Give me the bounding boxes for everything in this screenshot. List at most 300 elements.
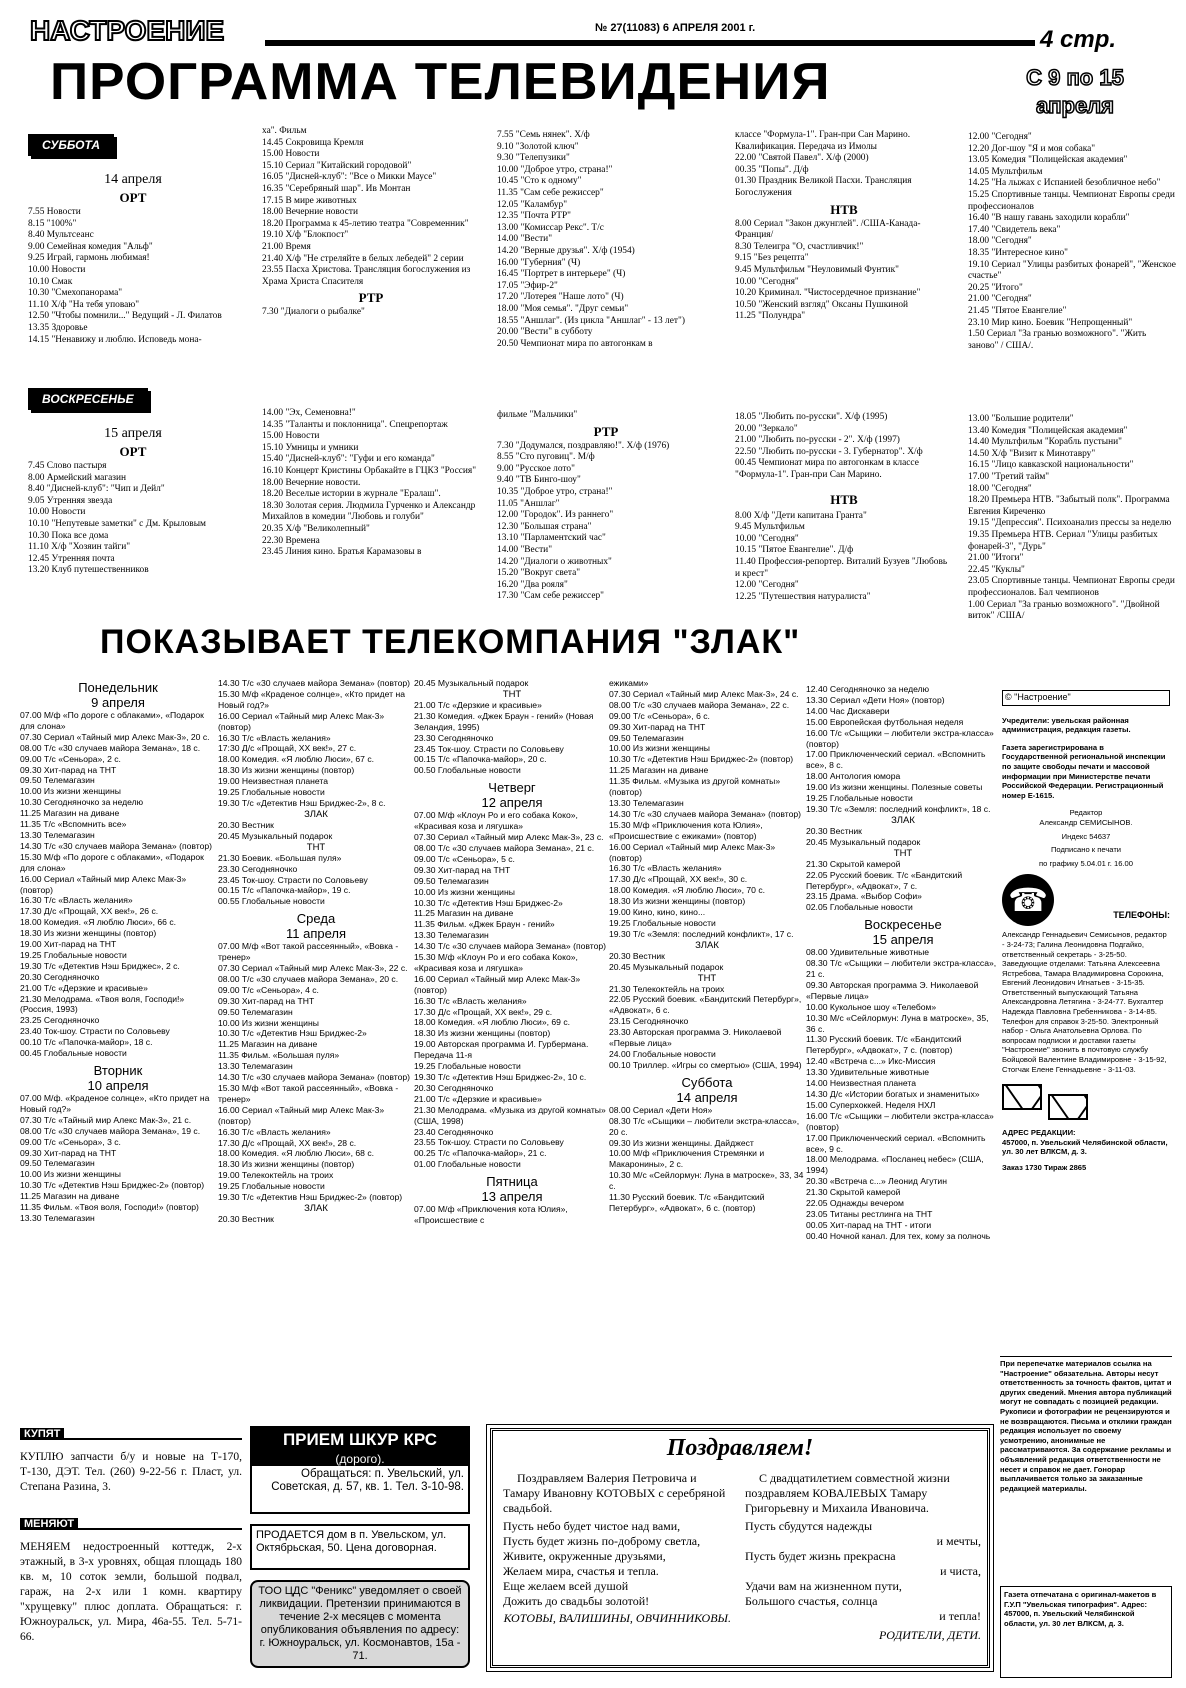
- listing-item: 14.00 "Вести": [497, 544, 553, 555]
- listing-item: 12.05 "Каламбур": [497, 199, 568, 210]
- zlak-col-5: [806, 684, 1000, 1416]
- listing-item: 15.00 Новости: [262, 149, 320, 160]
- buy-ad: КУПЛЮ запчасти б/у и новые на Т-170, Т-130, ДЭТ. Тел. (260) 9-22-56 г. Пласт, ул. Степана Разина, 3.: [20, 1451, 242, 1493]
- listing-item: 09.00 Т/с «Сеньора», 5 с.: [414, 853, 515, 864]
- date-heading: 10 апреля: [87, 1078, 149, 1093]
- listing-item: 14.30 Т/с «30 случаев майора Земана» (повтор): [20, 840, 213, 851]
- listing-item: 10.00 Из жизни женщины: [20, 1169, 121, 1180]
- listing-item: 12.45 Утренняя почта: [28, 553, 115, 564]
- listing-item: 17.00 Приключенческий сериал. «Вспомнить все», 8 с.: [806, 749, 986, 771]
- listing-item: 18.00 "Сегодня": [968, 236, 1032, 247]
- listing-item: 12.40 «Встреча с...» Икс-Миссия: [806, 1056, 936, 1067]
- listing-item: 14.00 "Эх, Семеновна!": [262, 408, 356, 418]
- listing-item: 11.35 Фильм. «Джек Браун - гений»: [414, 919, 555, 930]
- listing-item: 08.00 Т/с «30 случаев майора Земана», 20 с.: [218, 973, 399, 984]
- listing-item: 23.15 Сегодняночко: [609, 1016, 689, 1027]
- listing-item: 14.30 Т/с «30 случаев майора Земана» (повтор): [218, 1072, 411, 1083]
- listing-item: 22.05 Русский боевик. «Бандитский Петербург», «Адвокат», 6 с.: [609, 994, 802, 1016]
- listing-item: 18.05 "Любить по-русски". Х/ф (1995): [735, 412, 888, 422]
- channel: ТНТ: [502, 688, 522, 700]
- listing-item: 14.40 Мультфильм "Корабль пустыни": [968, 437, 1122, 448]
- hides-contact: Обращаться: п. Увельский, ул. Советская, д. 57, кв. 1. Тел. 3-10-98.: [271, 1468, 464, 1493]
- listing-item: 19.25 Глобальные новости: [218, 787, 325, 798]
- imprint-label: © "Настроение": [1002, 690, 1170, 706]
- print-text: Газета отпечатана с оригинал-макетов в Г.У.П "Увельская типография". Адрес: 457000, п. Увельский Челябинской области, ул. 30 лет ВЛКСМ, д. 3.: [1004, 1590, 1157, 1628]
- hides-title: ПРИЕМ ШКУР КРС: [252, 1428, 468, 1452]
- listing-item: 11.25 Магазин на диване: [20, 1191, 120, 1202]
- listing-item: 09.50 Телемагазин: [609, 732, 684, 743]
- listing-item: 11.35 Фильм. «Большая пуля»: [218, 1050, 340, 1061]
- order: Заказ 1730 Тираж 2865: [1002, 1163, 1087, 1172]
- listing-item: 11.05 "Аншлаг": [497, 498, 560, 509]
- listing-item: 11.35 "Сам себе режиссер": [497, 187, 604, 198]
- phones: Александр Геннадьевич Семисынов, редактор - 3-24-73; Галина Леонидовна Подгайко, ответственный секретарь - 3-25-50. Заведующие отделами: Татьяна Алексеевна Ястребова, Тамара Владимировна Сорокина, Евгений Леонидович Игнатьев - 3-15-35. Ответственный выпускающий Татьяна Александровна Летягина - 3-24-77. Бухгалтер Надежда Павловна Гребенникова - 3-14-85. Телефон для справок 3-25-50. Электронный набор - Ольга Анатольевна Орлова. По вопросам подписки и доставки газеты "Настроение" звонить в почтовую службу Бойцовой Валентине Владимировне - 3-15-92, Стогчак Елене Геннадьевне - 3-11-03.: [1002, 930, 1167, 1074]
- exchange-ad: МЕНЯЕМ недостроенный коттедж, 2-х этажный, в 3-х уровнях, общая площадь 180 кв. м, 10 соток земли, большой подвал, гараж, на 2-х или 1 комн. квартиру "хрущевку" плюс доплата. Обращаться: г. Южноуральск, ул. Мира, 46а-55. Тел. 5-71-66.: [20, 1541, 242, 1643]
- listing-item: 20.30 Сегодняночко: [20, 971, 100, 982]
- listing-item: 12.35 "Почта РТР": [497, 211, 572, 222]
- listing-item: 07.30 Сериал «Тайный мир Алекс Мак-3», 24 с.: [609, 688, 799, 699]
- day-heading: Четверг: [488, 780, 536, 796]
- listing-item: 10.20 Криминал. "Чистосердечное признание": [735, 288, 921, 299]
- listing-item: 19.30 Т/с «Земля: последний конфликт», 18 с.: [806, 803, 991, 814]
- date: 14 апреля: [104, 172, 162, 187]
- zlak-title: ПОКАЗЫВАЕТ ТЕЛЕКОМПАНИЯ "ЗЛАК": [100, 623, 801, 661]
- sun-col-3: [497, 410, 715, 616]
- sat-col-3: [497, 130, 715, 372]
- listing-item: 12.50 "Чтобы помнили..." Ведущий - Л. Филатов: [28, 311, 222, 322]
- listing-item: 13.00 "Комиссар Рекс". Т/с: [497, 222, 604, 233]
- listing-item: 00.05 Хит-парад на ТНТ - итоги: [806, 1219, 932, 1230]
- listing-item: 16.00 Сериал «Тайный мир Алекс Мак-3» (повтор): [414, 973, 581, 995]
- day-heading: Среда: [296, 911, 336, 927]
- listing-item: 14.00 "Вести": [497, 234, 553, 245]
- listing-item: 22.45 "Куклы": [968, 564, 1025, 575]
- listing-item: 18.30 Из жизни женщины (повтор): [414, 1028, 551, 1039]
- listing-item: 16.30 Т/с «Власть желания»: [218, 732, 331, 743]
- listing-item: 10.00 Новости: [28, 264, 86, 275]
- listing-item: 9.05 Утренняя звезда: [28, 495, 113, 506]
- listing-item: 20.35 Х/ф "Великолепный": [262, 523, 370, 534]
- day-heading: Понедельник: [78, 680, 158, 695]
- sat-col-4: [735, 130, 953, 372]
- listing-item: 07.30 Т/с «Тайный мир Алекс Мак-3», 21 с.: [20, 1114, 192, 1125]
- channel: ЗЛАК: [304, 808, 328, 820]
- listing-item: 20.45 Музыкальный подарок: [218, 830, 333, 841]
- section-title: НАСТРОЕНИЕ: [30, 15, 225, 46]
- listing-item: 8.40 Мультсеанс: [28, 230, 94, 241]
- listing-item: 09.30 Из жизни женщины. Дайджест: [609, 1137, 754, 1148]
- listing-item: 08.00 Т/с «30 случаев майора Земана», 18 с.: [20, 742, 201, 753]
- listing-item: 21.00 Время: [262, 241, 311, 252]
- listing-item: 10.30 Т/с «Детектив Нэш Бриджес-2»: [218, 1028, 367, 1039]
- listing-item: 14.35 "Таланты и поклонница". Спецрепортаж: [262, 419, 448, 430]
- listing-item: 21.30 Телекоктейль на троих: [609, 983, 725, 994]
- listing-item: 19.00 Неизвестная планета: [218, 776, 328, 787]
- listing-item: 18.00 Мелодрама. «Посланец небес» (США, 1994): [806, 1154, 984, 1176]
- listing-item: 10.10 Смак: [28, 276, 73, 287]
- listing-item: 23.30 Авторская программа Э. Николаевой «Первые лица»: [609, 1027, 782, 1049]
- listing-item: 10.00 Новости: [28, 507, 86, 518]
- listing-item: 23.25 Сегодняночко: [20, 1015, 100, 1026]
- listing-item: 16.30 Т/с «Власть желания»: [218, 1126, 331, 1137]
- listing-item: 18.30 Из жизни женщины (повтор): [218, 1159, 355, 1170]
- listing-item: 18.00 Комедия. «Я люблю Люси», 69 с.: [414, 1017, 571, 1028]
- listing-item: 23.40 Сегодняночко: [414, 1126, 494, 1137]
- listing-item: 12.00 "Городок". Из раннего": [497, 510, 614, 521]
- schedule: по графику 5.04.01 г. 16.00: [1039, 858, 1133, 868]
- listing-item: 07.00 М/ф «По дороге с облаками», «Подарок для слона»: [20, 710, 204, 731]
- sat-col-1: [28, 160, 238, 372]
- listing-item: 9.40 "ТВ Бинго-шоу": [497, 475, 581, 486]
- saturday-label: СУББОТА: [28, 134, 114, 156]
- listing-item: 21.00 Т/с «Дерзкие и красивые»: [20, 982, 148, 993]
- page-title: ПРОГРАММА ТЕЛЕВИДЕНИЯ: [50, 53, 831, 111]
- sat-col-5: [968, 132, 1178, 372]
- listing-item: 20.30 «Встреча с...» Леонид Агутин: [806, 1176, 947, 1187]
- listing-item: 19.30 Т/с «Детектив Нэш Бриджес-2», 10 с.: [414, 1072, 587, 1082]
- listing-item: 10.00 Из жизни женщины: [20, 786, 121, 797]
- listing-item: 08.00 Т/с «30 случаев майора Земана», 21 с.: [414, 842, 595, 853]
- listing-item: 18.00 "Сегодня": [968, 483, 1032, 494]
- left-intro: Поздравляем Валерия Петровича и Тамару Ивановну КОТОВЫХ с серебряной свадьбой.: [503, 1471, 726, 1515]
- listing-item: 08.00 Удивительные животные: [806, 947, 930, 958]
- sale-ad: ПРОДАЕТСЯ дом в п. Увельском, ул. Октябрьская, 50. Цена договорная.: [250, 1524, 470, 1570]
- header-rule: [265, 40, 1035, 46]
- listing-item: 14.00 Час Дискавери: [806, 705, 890, 716]
- listing-item: 09.30 Хит-парад на ТНТ: [218, 995, 315, 1006]
- congrats-box: [490, 1428, 990, 1668]
- listing-item: 23.45 Ток-шоу. Страсти по Соловьеву: [414, 743, 564, 754]
- buy-header: КУПЯТ: [20, 1424, 242, 1440]
- listing-item: 10.30 Пока все дома: [28, 530, 109, 541]
- channel: ЗЛАК: [891, 814, 915, 826]
- listing-item: 09.30 Хит-парад на ТНТ: [414, 864, 511, 875]
- date-heading: 14 апреля: [676, 1089, 738, 1105]
- listing-item: 8.00 Сериал "Закон джунглей". /США-Канада-Франция/: [735, 218, 921, 241]
- channel: ОРТ: [119, 190, 147, 205]
- verse-line: Дожить до свадьбы золотой!: [503, 1594, 650, 1608]
- issue-info: № 27(11083) 6 АПРЕЛЯ 2001 г.: [595, 22, 756, 34]
- listing-item: 15.40 "Дисней-клуб": "Гуфи и его команда": [262, 454, 435, 465]
- listing-item: 18.00 Комедия. «Я люблю Люси», 68 с.: [218, 1148, 375, 1159]
- listing-item: 14.30 Т/с «30 случаев майора Земана» (повтор): [414, 941, 607, 952]
- listing-item: 09.00 Т/с «Сеньора», 3 с.: [20, 1136, 121, 1147]
- sun-col-5: [968, 414, 1178, 652]
- listing-item: 21.30 Боевик. «Большая пуля»: [218, 852, 342, 863]
- listing-item: 10.30 Т/с «Детектив Нэш Бриджес-2» (повтор): [20, 1180, 205, 1191]
- listing-item: 10.00 Из жизни женщины: [414, 886, 515, 897]
- day-heading: Пятница: [486, 1174, 538, 1190]
- channel: РТР: [593, 423, 619, 439]
- listing-item: 23.10 Мир кино. Боевик "Непрощенный": [968, 317, 1133, 328]
- listing-item: 9.00 Семейная комедия "Альф": [28, 241, 153, 252]
- listing-item: 21.00 Т/с «Дерзкие и красивые»: [414, 699, 542, 710]
- sun-col-1: [28, 418, 238, 616]
- founders: Учредители: увельская районная администрация, редакция газеты.: [1002, 715, 1131, 735]
- listing-item: 7.55 Новости: [28, 207, 81, 217]
- listing-item: 15.30 М/ф «Краденое солнце», «Кто придет на Новый год?»: [218, 688, 406, 710]
- listing-item: 7.45 Слово пастыря: [28, 461, 107, 471]
- listing-item: 23.55 Пасха Христова. Трансляция богослужения из Храма Христа Спасителя: [262, 265, 471, 287]
- phones-title: ТЕЛЕФОНЫ:: [1113, 909, 1170, 920]
- listing-item: 20.30 Вестник: [806, 825, 862, 836]
- listing-item: 18.00 Вечерние новости: [262, 207, 358, 218]
- verse-line: Еще желаем всей душой: [503, 1579, 629, 1593]
- listing-item: 16.20 "Два рояля": [497, 579, 568, 590]
- listing-item: 7.30 "Диалоги о рыбалке": [262, 307, 365, 318]
- listing-item: 16.00 "Губерния" (Ч): [497, 257, 581, 268]
- listing-item: 11.25 Магазин на диване: [609, 765, 709, 776]
- listing-item: 13.30 Телемагазин: [218, 1061, 293, 1072]
- listing-item: 19.00 Авторская программа И. Гурбермана. Передача 11-я: [414, 1039, 589, 1061]
- listing-item: 00.10 Триллер. «Игры со смертью» (США, 1994): [609, 1059, 802, 1070]
- listing-item: 20.30 Вестник: [609, 950, 665, 961]
- listing-item: 19.00 Кино, кино, кино...: [609, 907, 706, 918]
- channel: ТНТ: [306, 841, 326, 853]
- listing-item: 21.30 Мелодрама. «Музыка из другой комнаты» (США, 1998): [414, 1104, 606, 1126]
- imprint: [1002, 690, 1170, 1350]
- listing-item: 21.30 Комедия. «Джек Браун - гений» (Новая Зеландия, 1995): [414, 710, 594, 732]
- listing-item: 10.10 "Непутевые заметки" с Дм. Крыловым: [28, 518, 206, 529]
- listing-item: 09.30 Хит-парад на ТНТ: [20, 1147, 117, 1158]
- listing-item: 13.40 Комедия "Полицейская академия": [968, 425, 1128, 436]
- listing-item: 18.30 Из жизни женщины (повтор): [20, 928, 157, 939]
- listing-item: 19.10 Х/ф "Блокпост": [262, 230, 349, 241]
- listing-item: 8.15 "100%": [28, 218, 77, 229]
- listing-item: 21.00 "Любить по-русски - 2". Х/ф (1997): [735, 435, 900, 446]
- listing-item: 16.30 Т/с «Власть желания»: [20, 895, 133, 906]
- verse-line: Пусть небо будет чистое над вами,: [503, 1519, 681, 1533]
- listing-item: 17.40 "Свидетель века": [968, 224, 1061, 235]
- listing-item: 15.30 М/ф «По дороге с облаками», «Подарок для слона»: [20, 851, 204, 873]
- listing-item: 15.30 М/ф «Клоун Ро и его собака Коко», «Красивая коза и лягушка»: [414, 952, 578, 973]
- listing-item: 18.20 Премьера НТВ. "Забытый полк". Программа Евгения Киреченко: [968, 495, 1170, 517]
- listing-item: 21.30 Скрытой камерой: [806, 1187, 901, 1198]
- listing-item: 17.00 Приключенческий сериал. «Вспомнить все», 9 с.: [806, 1132, 986, 1154]
- index: Индекс 54637: [1061, 831, 1111, 841]
- listing-item: 1.00 Сериал "За гранью возможного". "Двойной виток" /США/: [968, 599, 1160, 622]
- listing-item: 12.00 "Сегодня": [735, 580, 799, 591]
- listing-item: ежиками»: [609, 678, 649, 688]
- listing-item: 16.00 Сериал «Тайный мир Алекс Мак-3» (повтор): [609, 841, 776, 863]
- listing-item: 8.00 Армейский магазин: [28, 472, 127, 483]
- listing-item: 21.00 "Сегодня": [968, 294, 1032, 305]
- listing-item: 10.00 М/ф «Приключения Стремянки и Макаронины», 2 с.: [609, 1148, 765, 1170]
- listing-item: 18.30 Из жизни женщины (повтор): [218, 765, 355, 776]
- listing-item: 13.30 Телемагазин: [20, 1212, 95, 1223]
- listing-item: 11.35 Т/с «Вспомнить все»: [20, 819, 127, 830]
- sun-col-2: [262, 408, 480, 616]
- listing-item: 19.30 Т/с «Земля: последний конфликт», 17 с.: [609, 928, 794, 939]
- listing-item: 18.00 Комедия. «Я люблю Люси», 70 с.: [609, 885, 766, 896]
- listing-item: 00.40 Ночной канал. Для тех, кому за полночь: [806, 1230, 991, 1241]
- listing-item: 16.40 "В нашу гавань заходили корабли": [968, 213, 1130, 224]
- listing-item: 14.50 Х/ф "Визит к Минотавру": [968, 448, 1096, 459]
- verse-line: Желаем мира, счастья и тепла.: [503, 1564, 659, 1578]
- listing-item: 22.00 "Святой Павел". Х/ф (2000): [735, 153, 869, 164]
- listing-item: 13.30 Телемагазин: [20, 829, 95, 840]
- listing-item: 16.05 "Дисней-клуб": "Все о Микки Маусе": [262, 172, 437, 183]
- listing-item: 07.30 Сериал «Тайный мир Алекс Мак-3», 23 с.: [414, 832, 604, 843]
- listing-item: 12.20 Дог-шоу "Я и моя собака": [968, 143, 1096, 154]
- listing-item: 00.35 "Попы". Д/ф: [735, 164, 809, 175]
- listing-item: 14.45 Сокровища Кремля: [262, 137, 364, 148]
- listing-item: 21.40 Х/ф "Не стреляйте в белых лебедей" 2 серии: [262, 253, 464, 264]
- listing-item: 19.10 Сериал "Улицы разбитых фонарей", "Женское счастье": [968, 259, 1176, 282]
- listing-item: 08.00 Т/с «30 случаев майора Земана», 22 с.: [609, 699, 790, 710]
- date-heading: 9 апреля: [91, 695, 145, 710]
- verse-line: Удачи вам на жизненном пути,: [745, 1579, 902, 1593]
- date-heading: 15 апреля: [872, 932, 934, 948]
- listing-item: ха". Фильм: [262, 126, 307, 136]
- listing-item: 18.00 "Моя семья". "Друг семьи": [497, 303, 629, 314]
- channel: РТР: [358, 290, 384, 306]
- listing-item: 15.30 М/ф «Приключения кота Юлия», «Происшествие с ежиками» (повтор): [609, 819, 763, 841]
- channel: ТНТ: [697, 972, 717, 984]
- listing-item: 18.55 "Аншлаг". (Из цикла "Аншлаг" - 13 лет"): [497, 315, 685, 326]
- listing-item: 16.45 "Портрет в интерьере" (Ч): [497, 269, 626, 280]
- listing-item: 1.50 Сериал "За гранью возможного". "Жить заново" / США/.: [968, 329, 1147, 351]
- listing-item: 15.25 Спортивные танцы. Чемпионат Европы среди профессионалов: [968, 189, 1175, 212]
- listing-item: 20.30 Вестник: [218, 819, 274, 830]
- listing-item: 20.25 "Итого": [968, 282, 1023, 293]
- listing-item: 23.05 Титаны рестлинга на ТНТ: [806, 1208, 933, 1219]
- listing-item: 21.30 Скрытой камерой: [806, 858, 901, 869]
- listing-item: 23.05 Спортивные танцы. Чемпионат Европы среди профессионалов. Бал чемпионов: [968, 576, 1175, 598]
- listing-item: 14.30 Д/с «Истории богатых и знаменитых»: [806, 1089, 980, 1099]
- right-intro: С двадцатилетием совместной жизни поздравляем КОВАЛЕВЫХ Тамару Григорьевну и Михаила Ивановича.: [745, 1471, 950, 1515]
- listing-item: 23.55 Ток-шоу. Страсти по Соловьеву: [414, 1137, 564, 1148]
- listing-item: 00.10 Т/с «Папочка-майор», 18 с.: [20, 1037, 153, 1048]
- listing-item: 15.30 М/ф «Вот такой рассеянный», «Вовка - тренер»: [218, 1083, 399, 1104]
- listing-item: 01.30 Праздник Великой Пасхи. Трансляция Богослужения: [735, 176, 912, 198]
- listing-item: 13.05 Комедия "Полицейская академия": [968, 155, 1128, 166]
- listing-item: 16.15 "Лицо кавказской национальности": [968, 460, 1134, 471]
- period: С 9 по 15 апреля: [1026, 65, 1124, 118]
- listing-item: 23.15 Драма. «Выбор Софи»: [806, 891, 922, 902]
- listing-item: 17.20 "Лотерея "Наше лото" (Ч): [497, 292, 624, 303]
- listing-item: 09.30 Хит-парад на ТНТ: [20, 764, 117, 775]
- listing-item: 23.30 Сегодняночко: [218, 863, 298, 874]
- listing-item: 7.30 "Додумался, поздравляю!". Х/ф (1976): [497, 440, 670, 451]
- listing-item: 09.00 Т/с «Сеньора», 4 с.: [218, 984, 319, 995]
- listing-item: 11.40 Профессия-репортер. Виталий Бузуев "Любовь и крест": [735, 556, 948, 579]
- listing-item: 10.15 "Пятое Евангелие". Д/ф: [735, 545, 854, 556]
- listing-item: 21.00 "Итоги": [968, 553, 1024, 564]
- editor: Александр СЕМИСЫНОВ.: [1039, 817, 1133, 827]
- hides-sub: (дорого).: [252, 1452, 468, 1466]
- listing-item: 18.20 Веселые истории в журнале "Ералаш".: [262, 489, 441, 500]
- listing-item: 19.00 Хит-парад на ТНТ: [20, 939, 117, 950]
- listing-item: 10.30 М/с «Сейлормун: Луна в матроске», 33, 34 с.: [609, 1170, 804, 1192]
- listing-item: 11.35 Фильм. «Твоя воля, Господи!» (повтор): [20, 1202, 199, 1213]
- envelope-icon: [1002, 1084, 1042, 1110]
- listing-item: 11.10 Х/ф "Хозяин тайги": [28, 542, 131, 553]
- listing-item: 10.50 "Женский взгляд" Оксаны Пушкиной: [735, 299, 909, 310]
- listing-item: 17.30 Д/с «Прощай, ХХ век!», 30 с.: [609, 874, 748, 885]
- listing-item: 19.30 Т/с «Детектив Нэш Бриджес», 2 с.: [20, 960, 180, 971]
- sun-col-4: [735, 412, 953, 616]
- listing-item: 07.00 М/ф. «Краденое солнце», «Кто придет на Новый год?»: [20, 1093, 210, 1114]
- listing-item: 19.30 Т/с «Детектив Нэш Бриджес-2», 8 с.: [218, 797, 386, 808]
- listing-item: 18.30 Из жизни женщины (повтор): [609, 896, 746, 907]
- listing-item: 19.30 Т/с «Детектив Нэш Бриджес-2» (повтор): [218, 1192, 403, 1203]
- listing-item: 19.35 Премьера НТВ. Сериал "Улицы разбитых фонарей-3", "Дурь": [968, 529, 1158, 552]
- day-heading: Воскресенье: [864, 917, 942, 933]
- channel: ЗЛАК: [304, 1202, 328, 1214]
- telephone-icon: ☎: [1002, 874, 1054, 926]
- verse-line: Пусть сбудутся надежды: [745, 1519, 873, 1533]
- channel: НТВ: [830, 491, 858, 507]
- page-number: 4 стр.: [1040, 26, 1117, 53]
- listing-item: 11.35 Фильм. «Музыка из другой комнаты» (повтор): [609, 776, 781, 798]
- listing-item: 09.50 Телемагазин: [414, 875, 489, 886]
- listing-item: 9.15 "Без рецепта": [735, 253, 809, 264]
- listing-item: 13.30 Удивительные животные: [806, 1067, 930, 1078]
- listing-item: 22.30 Времена: [262, 535, 320, 546]
- listing-item: 20.45 Музыкальный подарок: [414, 678, 529, 688]
- listing-item: 15.20 "Вокруг света": [497, 568, 581, 579]
- listing-item: 01.00 Глобальные новости: [414, 1159, 521, 1170]
- listing-item: классе "Формула-1". Гран-при Сан Марино. Квалификация. Передача из Имолы: [735, 130, 911, 152]
- listing-item: 10.30 М/с «Сейлормун: Луна в матроске», 35, 36 с.: [806, 1012, 989, 1034]
- verse-line: Живите, окруженные друзьями,: [503, 1549, 666, 1563]
- note: При перепечатке материалов ссылка на "Настроение" обязательна. Авторы несут ответственность за точность фактов, цитат и других сведений. Мнения автора публикаций могут не совпадать с позицией редакции. Рукописи и фотографии не рецензируются и не возвращаются. Письма и отклики граждан редакция использует по своему усмотрению, анонимные не рассматриваются. За содержание рекламы и объявлений редакция ответственности не несет и справок не дает. Гонорар выплачивается только за заказанные редакцией материалы.: [1000, 1359, 1172, 1493]
- zlak-col-2: [218, 678, 414, 1416]
- listing-item: 18.00 Антология юмора: [806, 771, 901, 782]
- listing-item: 16.30 Т/с «Власть желания»: [609, 863, 722, 874]
- listing-item: 00.45 Глобальные новости: [20, 1048, 127, 1059]
- listing-item: 07.30 Сериал «Тайный мир Алекс Мак-3», 20 с.: [20, 731, 210, 742]
- listing-item: 15.00 Суперхоккей. Неделя НХЛ: [806, 1099, 936, 1110]
- listing-item: 10.00 Из жизни женщины: [609, 743, 710, 754]
- print-info: [1000, 1586, 1172, 1678]
- listing-item: 10.00 Из жизни женщины: [218, 1017, 319, 1028]
- listing-item: 19.00 Телекоктейль на троих: [218, 1170, 334, 1181]
- listing-item: 22.50 "Любить по-русски - 3. Губернатор". Х/ф: [735, 446, 923, 457]
- listing-item: 16.00 Сериал «Тайный мир Алекс Мак-3» (повтор): [218, 1104, 385, 1126]
- listing-item: 10.30 "Смехопанорама": [28, 288, 123, 299]
- listing-item: 14.20 "Верные друзья". Х/ф (1954): [497, 245, 635, 256]
- listing-item: 16.00 Т/с «Сыщики – любители экстра-класса» (повтор): [806, 727, 994, 749]
- listing-item: 09.50 Телемагазин: [20, 1158, 95, 1169]
- listing-item: 11.25 Магазин на диване: [218, 1039, 318, 1050]
- sunday-label: ВОСКРЕСЕНЬЕ: [28, 388, 148, 410]
- listing-item: 11.30 Русский боевик. Т/с «Бандитский Петербург», «Адвокат», 7 с. (повтор): [806, 1034, 962, 1056]
- listing-item: 08.00 Т/с «30 случаев майора Земана», 19 с.: [20, 1125, 201, 1136]
- listing-item: 08.00 Сериал «Дети Ноя»: [609, 1104, 713, 1115]
- zlak-col-3: [414, 678, 610, 1416]
- verse-line: Пусть будет жизнь прекрасна: [745, 1549, 896, 1563]
- mail-icons: [1002, 1084, 1170, 1120]
- listing-item: 23.45 Линия кино. Братья Карамазовы в: [262, 547, 422, 558]
- listing-item: 23.40 Ток-шоу. Страсти по Соловьеву: [20, 1026, 170, 1037]
- listing-item: 17:30 Д/с «Прощай, ХХ век!», 27 с.: [218, 743, 357, 754]
- listing-item: 10.00 "Сегодня": [735, 276, 799, 287]
- exchange-header: МЕНЯЮТ: [20, 1514, 242, 1530]
- listing-item: 17.30 Д/с «Прощай, ХХ век!», 26 с.: [20, 906, 159, 917]
- listing-item: 18.35 "Интересное кино": [968, 247, 1068, 258]
- listing-item: 17.00 "Третий тайм": [968, 471, 1050, 482]
- listing-item: 19.25 Глобальные новости: [609, 917, 716, 928]
- listing-item: 22.05 Однажды вечером: [806, 1198, 904, 1209]
- listing-item: 17.15 В мире животных: [262, 195, 357, 206]
- listing-item: 8.30 Телеигра "О, счастливчик!": [735, 241, 864, 252]
- listing-item: 13.10 "Парламентский час": [497, 533, 606, 544]
- channel: ОРТ: [119, 444, 147, 459]
- listing-item: 09.30 Авторская программа Э. Николаевой «Первые лица»: [806, 979, 979, 1001]
- date-heading: 13 апреля: [481, 1189, 543, 1205]
